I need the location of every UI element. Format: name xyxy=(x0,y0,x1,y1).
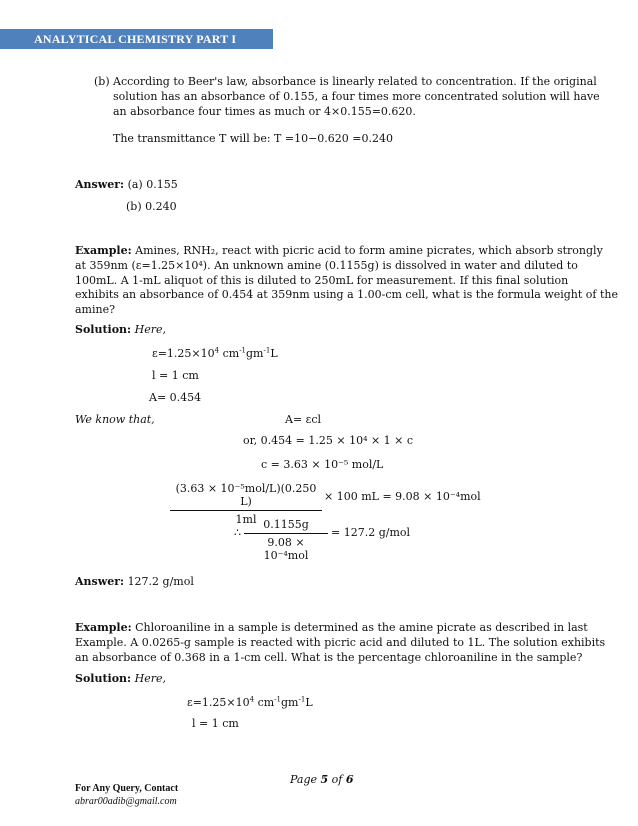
example-1-line-1: Example: Amines, RNH₂, react with picric acid to form amine picrates, which absorb strongly xyxy=(75,244,603,257)
equation-3-denominator: 1ml xyxy=(235,513,257,526)
equation-2: c = 3.63 × 10⁻⁵ mol/L xyxy=(261,458,384,471)
page-number: Page 5 of 6 xyxy=(290,773,354,786)
document-header-banner xyxy=(0,29,273,49)
header-title: ANALYTICAL CHEMISTRY PART I xyxy=(34,32,237,46)
equation-3-rhs: × 100 mL = 9.08 × 10⁻⁴mol xyxy=(324,490,481,503)
answer-2 xyxy=(75,574,194,589)
solution-2-heading xyxy=(75,671,166,686)
answer-1-label: Answer: xyxy=(75,178,125,191)
answer-1-a: (a) 0.155 xyxy=(127,178,178,191)
part-b-line-3: an absorbance four times as much or 4×0.155=0.620. xyxy=(113,105,416,118)
example-1-line-2: at 359nm (ε=1.25×10⁴). An unknown amine (0.1155g) is dissolved in water and diluted to xyxy=(75,259,578,272)
solution-2-epsilon: $\varepsilon=1.25\times 10^4$ $cm^{-1}gm^{-1}L$ xyxy=(187,695,313,709)
example-2-line-2: Example. A 0.0265-g sample is reacted with picric acid and diluted to 1L. The solution exhibits xyxy=(75,636,606,649)
part-b-marker: (b) xyxy=(94,75,110,88)
solution-1-path-length: l = 1 cm xyxy=(152,369,199,382)
equation-4-numerator: 0.1155g xyxy=(244,518,328,534)
footer-email[interactable]: abrar00adib@gmail.com xyxy=(75,796,177,807)
equation-4-rhs: = 127.2 g/mol xyxy=(331,526,411,539)
footer-contact: For Any Query, Contact xyxy=(75,783,179,794)
part-b-line-2: solution has an absorbance of 0.155, a four times more concentrated solution will have xyxy=(113,90,600,103)
answer-2-value: 127.2 g/mol xyxy=(127,575,194,588)
solution-1-here: Here, xyxy=(134,323,166,336)
equation-4-denominator: 9.08 × 10⁻⁴mol xyxy=(263,536,309,562)
example-2-line-1: Example: Chloroaniline in a sample is determined as the amine picrate as described in last xyxy=(75,621,588,634)
answer-2-label: Answer: xyxy=(75,575,125,588)
page-total: 6 xyxy=(345,773,354,786)
answer-1 xyxy=(75,177,178,192)
solution-1-epsilon: $\varepsilon=1.25\times 10^4$ $cm^{-1}gm^{-1}L$ xyxy=(152,346,278,360)
answer-1-b: (b) 0.240 xyxy=(126,200,177,213)
equation-4-fraction xyxy=(244,518,328,562)
example-2-label: Example: xyxy=(75,621,132,634)
solution-2-here: Here, xyxy=(134,672,166,685)
solution-1-beer-formula: A= εcl xyxy=(285,413,322,426)
equation-4-therefore: ∴ xyxy=(234,526,241,539)
solution-2-path-length: l = 1 cm xyxy=(192,717,239,730)
solution-2-label: Solution: xyxy=(75,672,132,685)
solution-1-we-know: We know that, xyxy=(75,413,155,426)
example-1-line-5: amine? xyxy=(75,303,115,316)
example-1-line-4: exhibits an absorbance of 0.454 at 359nm using a 1.00-cm cell, what is the formula weight of the xyxy=(75,288,619,301)
example-1-label: Example: xyxy=(75,244,132,257)
example-2-line-3: an absorbance of 0.368 in a 1-cm cell. What is the percentage chloroaniline in the sample? xyxy=(75,651,583,664)
solution-1-label: Solution: xyxy=(75,323,132,336)
solution-1-absorbance: A= 0.454 xyxy=(149,391,202,404)
solution-1-heading xyxy=(75,322,166,337)
part-b-transmittance: The transmittance T will be: T =10−0.620 =0.240 xyxy=(113,132,394,145)
equation-3-numerator: (3.63 × 10⁻⁵mol/L)(0.250 L) xyxy=(170,482,322,511)
example-1-line-3: 100mL. A 1-mL aliquot of this is diluted to 250mL for measurement. If this final solution xyxy=(75,274,569,287)
equation-1: or, 0.454 = 1.25 × 10⁴ × 1 × c xyxy=(243,434,414,447)
page-current: 5 xyxy=(320,773,329,786)
part-b-line-1: According to Beer's law, absorbance is linearly related to concentration. If the original xyxy=(113,75,597,88)
